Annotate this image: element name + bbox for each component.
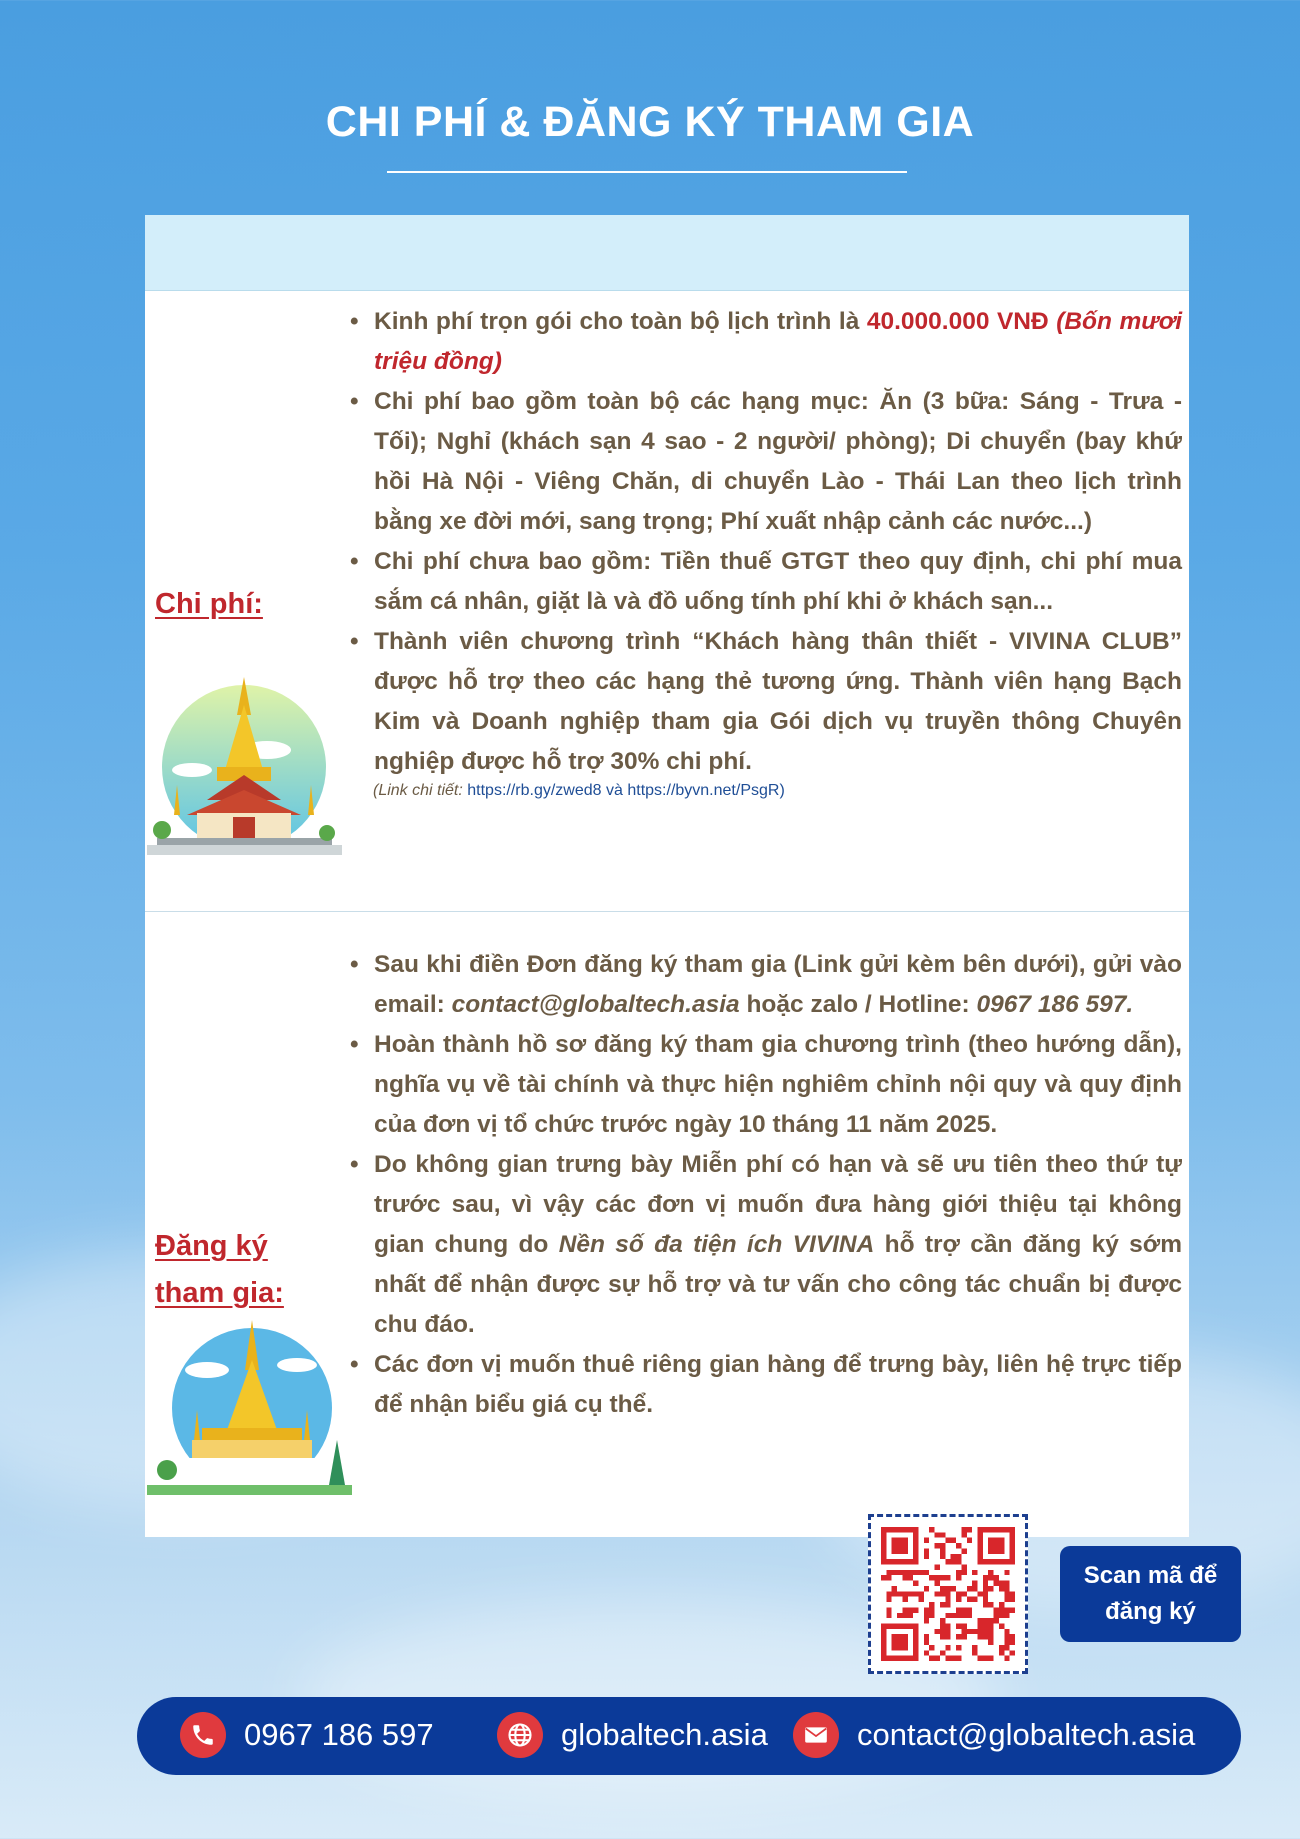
cost-label: Chi phí: xyxy=(155,588,263,620)
cost-bullets xyxy=(350,302,1182,800)
hotline-text: 0967 186 597. xyxy=(976,991,1134,1018)
brand-name: Nền số đa tiện ích VIVINA xyxy=(558,1231,875,1258)
info-panel xyxy=(145,215,1189,1537)
link-1[interactable]: https://rb.gy/zwed8 xyxy=(467,782,602,799)
contact-phone[interactable]: 0967 186 597 xyxy=(180,1712,434,1758)
email-text: contact@globaltech.asia xyxy=(451,991,740,1018)
list-item: • Chi phí chưa bao gồm: Tiền thuế GTGT theo quy định, chi phí mua sắm cá nhân, giặt là và đồ uống tính phí khi ở khách sạn... xyxy=(350,542,1182,622)
panel-header xyxy=(145,215,1189,291)
link-2[interactable]: https://byvn.net/PsgR xyxy=(627,782,780,799)
mail-icon xyxy=(793,1712,839,1758)
phone-icon xyxy=(180,1712,226,1758)
page-title: CHI PHÍ & ĐĂNG KÝ THAM GIA xyxy=(325,98,975,146)
list-item: • Kinh phí trọn gói cho toàn bộ lịch trình là 40.000.000 VNĐ (Bốn mươi triệu đồng) xyxy=(350,302,1182,382)
temple-illustration xyxy=(147,1320,352,1500)
temple-illustration xyxy=(147,675,342,860)
detail-links: (Link chi tiết: https://rb.gy/zwed8 và https://byvn.net/PsgR) xyxy=(373,782,785,799)
contact-email[interactable]: contact@globaltech.asia xyxy=(793,1712,1195,1758)
list-item: • Sau khi điền Đơn đăng ký tham gia (Link gửi kèm bên dưới), gửi vào email: contact@globaltech.asia hoặc zalo / Hotline: 0967 186 597. xyxy=(350,945,1182,1025)
title-underline xyxy=(387,171,907,173)
price: 40.000.000 VNĐ xyxy=(866,308,1049,335)
contact-website[interactable]: globaltech.asia xyxy=(497,1712,768,1758)
list-item: • Hoàn thành hồ sơ đăng ký tham gia chương trình (theo hướng dẫn), nghĩa vụ về tài chính và thực hiện nghiêm chỉnh nội quy và quy định của đơn vị tổ chức trước ngày 10 tháng 11 năm 2025. xyxy=(350,1025,1182,1145)
list-item: • Các đơn vị muốn thuê riêng gian hàng để trưng bày, liên hệ trực tiếp để nhận biểu giá cụ thể. xyxy=(350,1345,1182,1425)
contact-bar xyxy=(137,1697,1241,1775)
section-divider xyxy=(145,911,1189,912)
list-item: • Chi phí bao gồm toàn bộ các hạng mục: Ăn (3 bữa: Sáng - Trưa - Tối); Nghỉ (khách sạn 4 sao - 2 người/ phòng); Di chuyển (bay khứ hồi Hà Nội - Viêng Chăn, di chuyển Lào - Thái Lan theo lịch trình bằng xe đời mới, sang trọng; Phí xuất nhập cảnh các nước...) xyxy=(350,382,1182,542)
register-label: Đăng ký tham gia: xyxy=(155,1230,284,1309)
register-bullets xyxy=(350,945,1182,1425)
globe-icon xyxy=(497,1712,543,1758)
list-item: • Thành viên chương trình “Khách hàng thân thiết - VIVINA CLUB” được hỗ trợ theo các hạng thẻ tương ứng. Thành viên hạng Bạch Kim và Doanh nghiệp tham gia Gói dịch vụ truyền thông Chuyên nghiệp được hỗ trợ 30% chi phí. xyxy=(350,622,1182,782)
list-item: • Do không gian trưng bày Miễn phí có hạn và sẽ ưu tiên theo thứ tự trước sau, vì vậy các đơn vị muốn đưa hàng giới thiệu tại không gian chung do Nền số đa tiện ích VIVINA hỗ trợ cần đăng ký sớm nhất để nhận được sự hỗ trợ và tư vấn cho công tác chuẩn bị được chu đáo. xyxy=(350,1145,1182,1345)
price-in-words: (Bốn mươi triệu đồng) xyxy=(374,308,1183,375)
scan-to-register-button[interactable]: Scan mã để đăng ký xyxy=(1060,1546,1241,1642)
qr-code[interactable] xyxy=(868,1514,1028,1674)
